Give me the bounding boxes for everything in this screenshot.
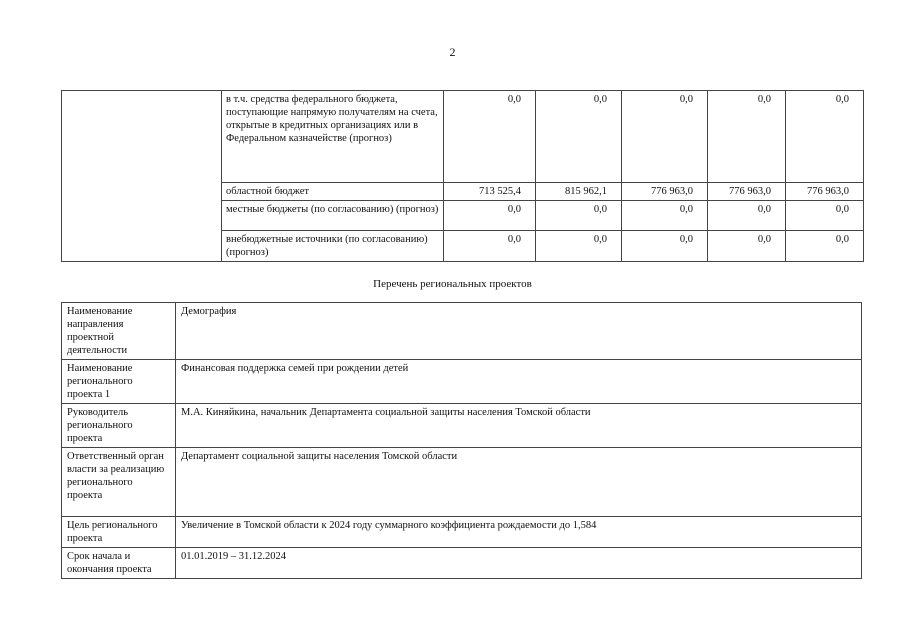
budget-cell: 713 525,4 (444, 183, 536, 201)
budget-cell: 0,0 (708, 91, 786, 183)
table-row (62, 360, 862, 404)
budget-row-label: в т.ч. средства федерального бюджета, поступающие напрямую получателям на счета, открытые в кредитных организациях или в Федеральном казначействе (прогноз) (222, 91, 444, 183)
project-field-value: Финансовая поддержка семей при рождении детей (176, 360, 862, 404)
table-row (62, 448, 862, 517)
budget-cell: 0,0 (444, 91, 536, 183)
table-row (62, 303, 862, 360)
budget-empty-cell (62, 91, 222, 262)
table-row (62, 91, 864, 183)
project-field-value: М.А. Киняйкина, начальник Департамента социальной защиты населения Томской области (176, 404, 862, 448)
table-row (62, 517, 862, 548)
budget-cell: 776 963,0 (786, 183, 864, 201)
budget-cell: 0,0 (622, 231, 708, 262)
project-field-value: Демография (176, 303, 862, 360)
budget-cell: 776 963,0 (622, 183, 708, 201)
project-field-value: Увеличение в Томской области к 2024 году суммарного коэффициента рождаемости до 1,584 (176, 517, 862, 548)
budget-cell: 0,0 (786, 201, 864, 231)
budget-cell: 0,0 (622, 201, 708, 231)
project-field-label: Цель регионального проекта (62, 517, 176, 548)
project-field-label: Руководитель регионального проекта (62, 404, 176, 448)
budget-cell: 0,0 (708, 231, 786, 262)
budget-cell: 0,0 (536, 231, 622, 262)
budget-cell: 0,0 (444, 201, 536, 231)
project-field-value: Департамент социальной защиты населения Томской области (176, 448, 862, 517)
project-field-label: Ответственный орган власти за реализацию регионального проекта (62, 448, 176, 517)
budget-cell: 0,0 (536, 91, 622, 183)
budget-cell: 815 962,1 (536, 183, 622, 201)
project-field-label: Наименование регионального проекта 1 (62, 360, 176, 404)
table-row (62, 548, 862, 579)
table-row (62, 404, 862, 448)
project-field-label: Наименование направления проектной деятельности (62, 303, 176, 360)
section-title: Перечень региональных проектов (373, 278, 532, 290)
budget-row-label: внебюджетные источники (по согласованию) (прогноз) (222, 231, 444, 262)
budget-cell: 0,0 (786, 91, 864, 183)
project-table (61, 302, 862, 579)
page-number: 2 (449, 45, 456, 59)
budget-row-label: областной бюджет (222, 183, 444, 201)
budget-cell: 776 963,0 (708, 183, 786, 201)
budget-row-label: местные бюджеты (по согласованию) (прогноз) (222, 201, 444, 231)
budget-cell: 0,0 (444, 231, 536, 262)
budget-cell: 0,0 (786, 231, 864, 262)
budget-cell: 0,0 (622, 91, 708, 183)
project-field-value: 01.01.2019 – 31.12.2024 (176, 548, 862, 579)
project-field-label: Срок начала и окончания проекта (62, 548, 176, 579)
budget-cell: 0,0 (536, 201, 622, 231)
budget-cell: 0,0 (708, 201, 786, 231)
budget-table (61, 90, 864, 262)
